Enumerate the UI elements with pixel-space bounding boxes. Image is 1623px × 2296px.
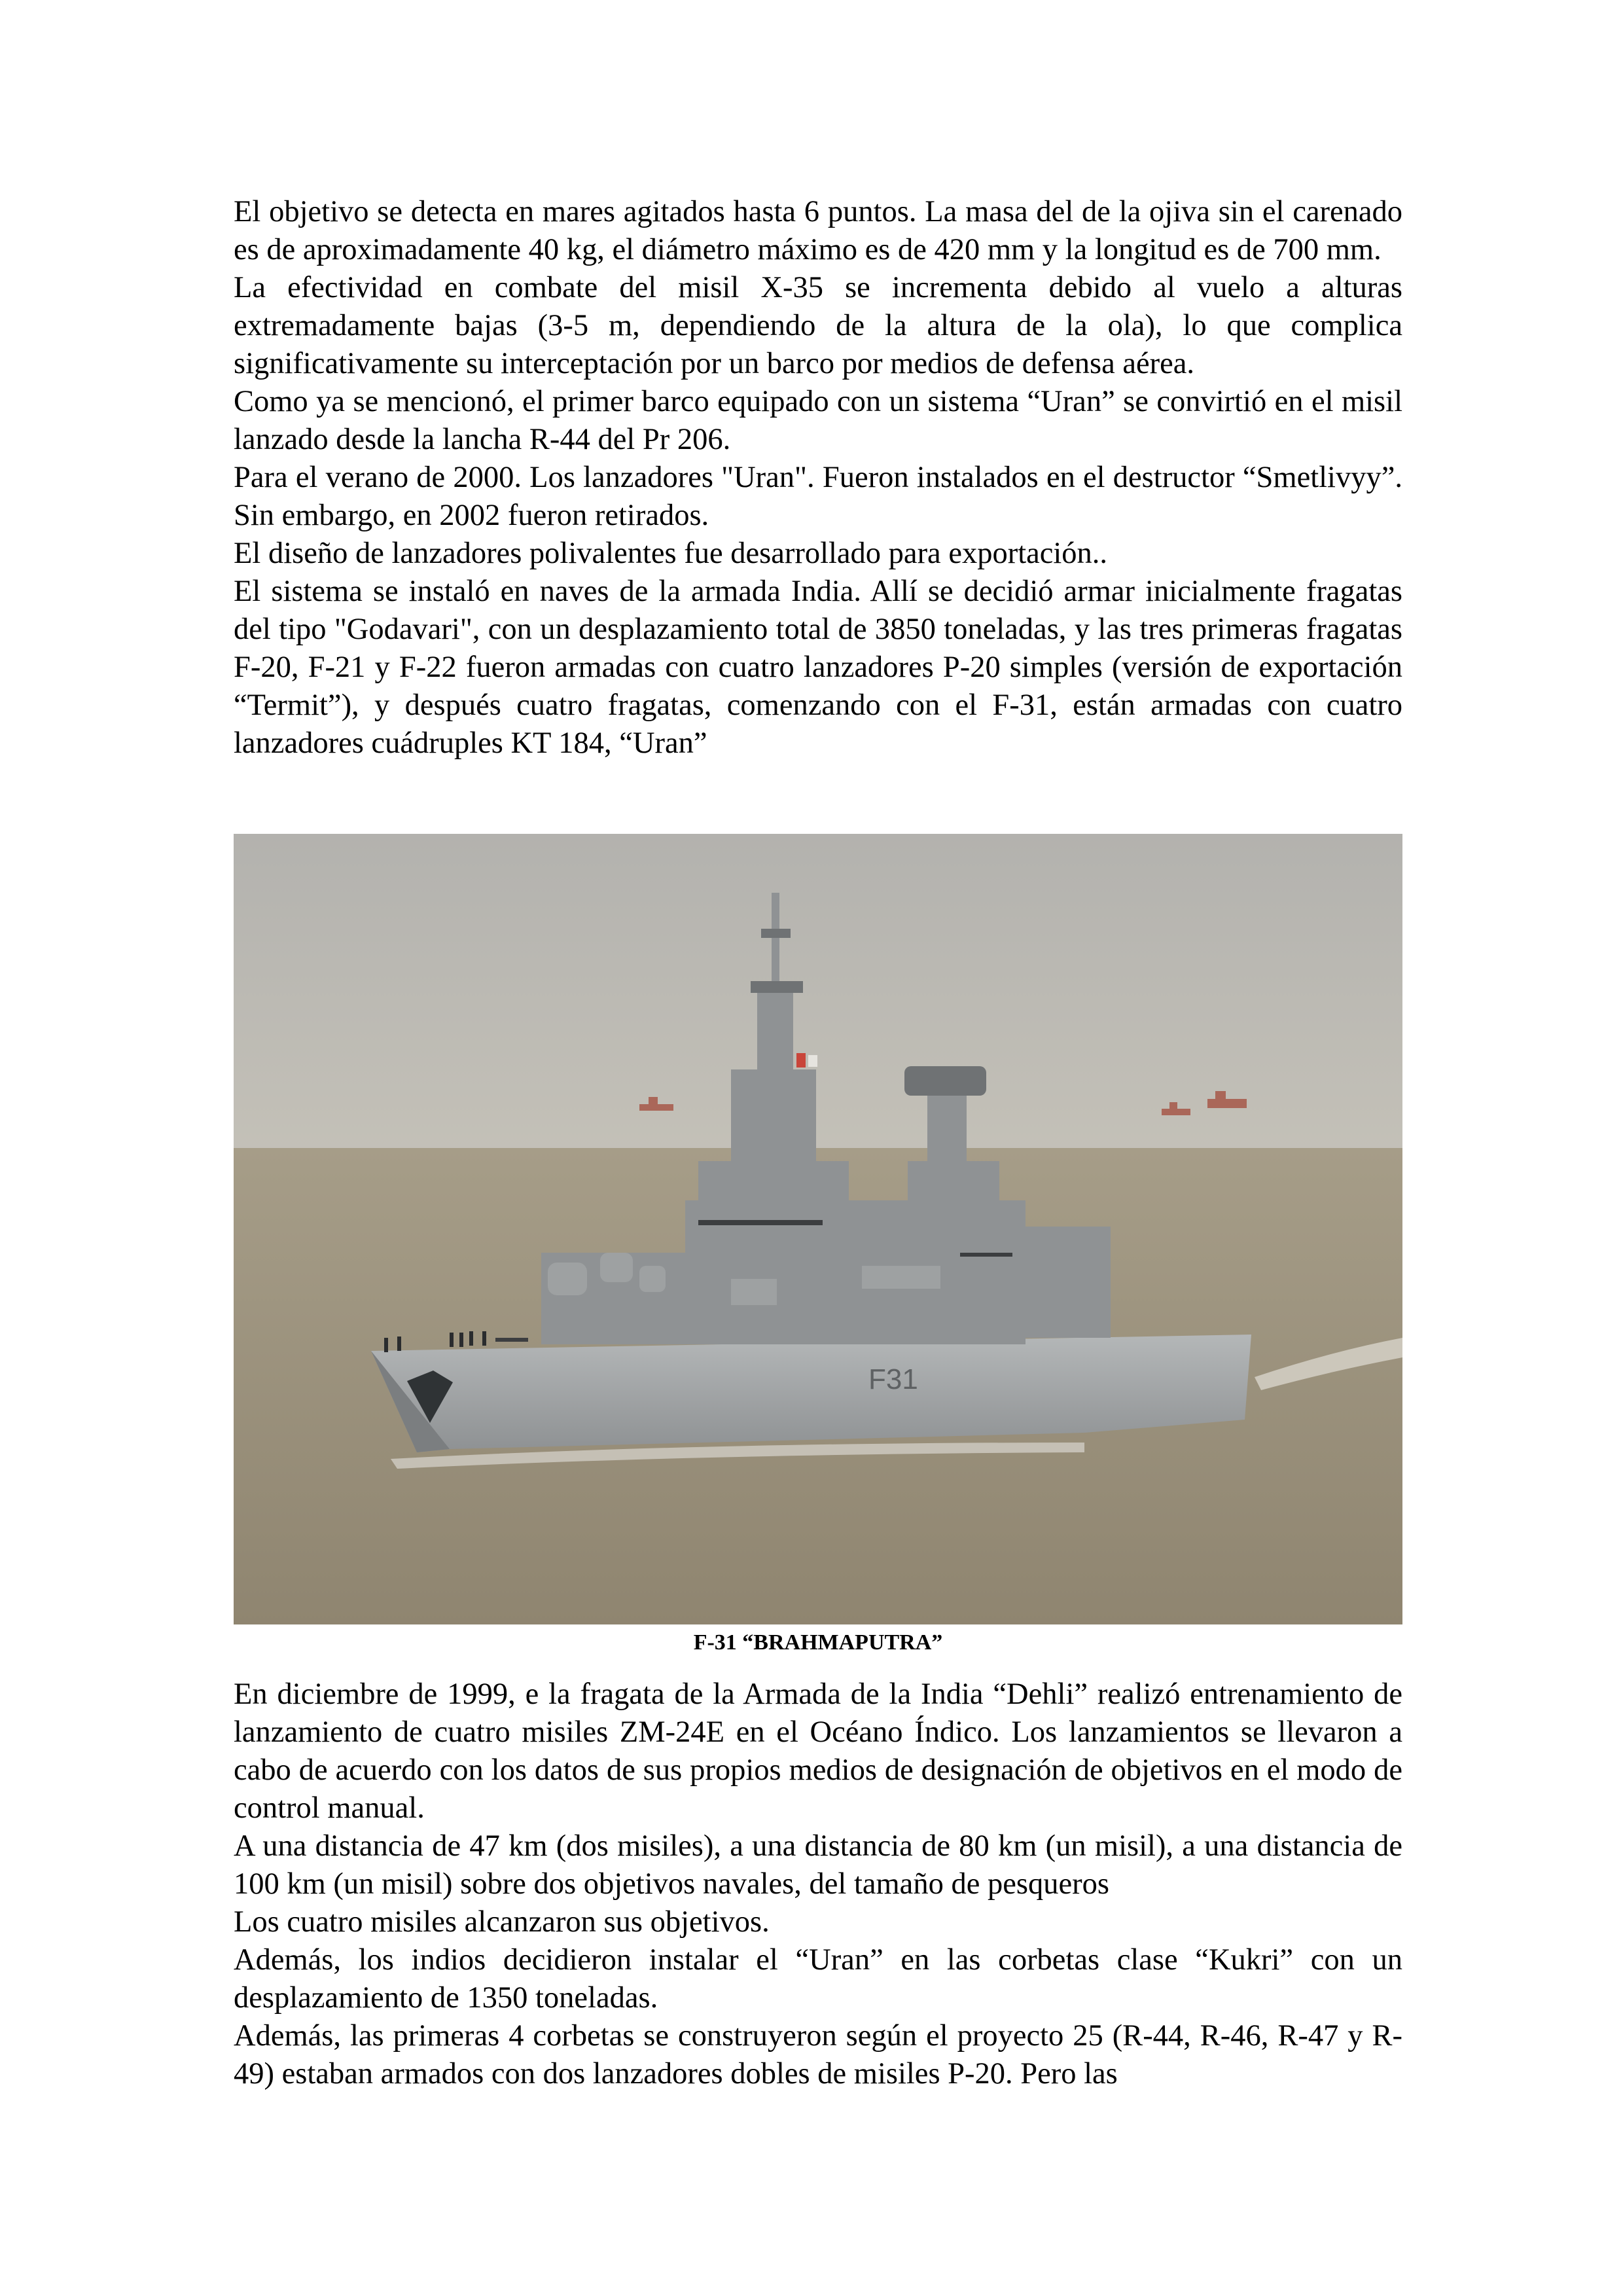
frigate-photo [234,834,1402,1624]
paragraph: La efectividad en combate del misil X-35 se incrementa debido al vuelo a alturas extremadamente bajas (3-5 m, dependiendo de la altura de la ola), lo que complica significativamente su interceptación por un barco por medios de defensa aérea. [234,271,1402,380]
paragraph: Además, las primeras 4 corbetas se construyeron según el proyecto 25 (R-44, R-46, R-47 y R-49) estaban armados con dos lanzadores dobles de misiles P-20. Pero las [234,2019,1402,2090]
photo-caption: F-31 “BRAHMAPUTRA” [693,1630,943,1655]
hull-number: F31 [868,1363,918,1395]
paragraph: Los cuatro misiles alcanzaron sus objetivos. [234,1905,770,1939]
paragraph: El objetivo se detecta en mares agitados hasta 6 puntos. La masa del de la ojiva sin el carenado es de aproximadamente 40 kg, el diámetro máximo es de 420 mm y la longitud es de 700 mm. [234,195,1402,266]
paragraph: Para el verano de 2000. Los lanzadores "Uran". Fueron instalados en el destructor “Smetlivyy”. Sin embargo, en 2002 fueron retirados. [234,461,1402,532]
paragraph: Además, los indios decidieron instalar el “Uran” en las corbetas clase “Kukri” con un desplazamiento de 1350 toneladas. [234,1943,1402,2015]
paragraph: Como ya se mencionó, el primer barco equipado con un sistema “Uran” se convirtió en el misil lanzado desde la lancha R-44 del Pr 206. [234,385,1402,456]
sky [234,834,1402,1161]
paragraph: En diciembre de 1999, e la fragata de la Armada de la India “Dehli” realizó entrenamiento de lanzamiento de cuatro misiles ZM-24E en el Océano Índico. Los lanzamientos se llevaron a cabo de acuerdo con los datos de sus propios medios de designación de objetivos en el modo de control manual. [234,1677,1402,1825]
paragraph: A una distancia de 47 km (dos misiles), a una distancia de 80 km (un misil), a una distancia de 100 km (un misil) sobre dos objetivos navales, del tamaño de pesqueros [234,1829,1402,1901]
bottom-text-block [234,1676,1402,2093]
paragraph: El diseño de lanzadores polivalentes fue desarrollado para exportación.. [234,537,1108,570]
top-text-block [234,193,1402,762]
paragraph: El sistema se instaló en naves de la armada India. Allí se decidió armar inicialmente fragatas del tipo "Godavari", con un desplazamiento total de 3850 toneladas, y las tres primeras fragatas F-20, F-21 y F-22 fueron armadas con cuatro lanzadores P-20 simples (versión de exportación “Termit”), y después cuatro fragatas, comenzando con el F-31, están armadas con cuatro lanzadores cuádruples KT 184, “Uran” [234,575,1402,760]
